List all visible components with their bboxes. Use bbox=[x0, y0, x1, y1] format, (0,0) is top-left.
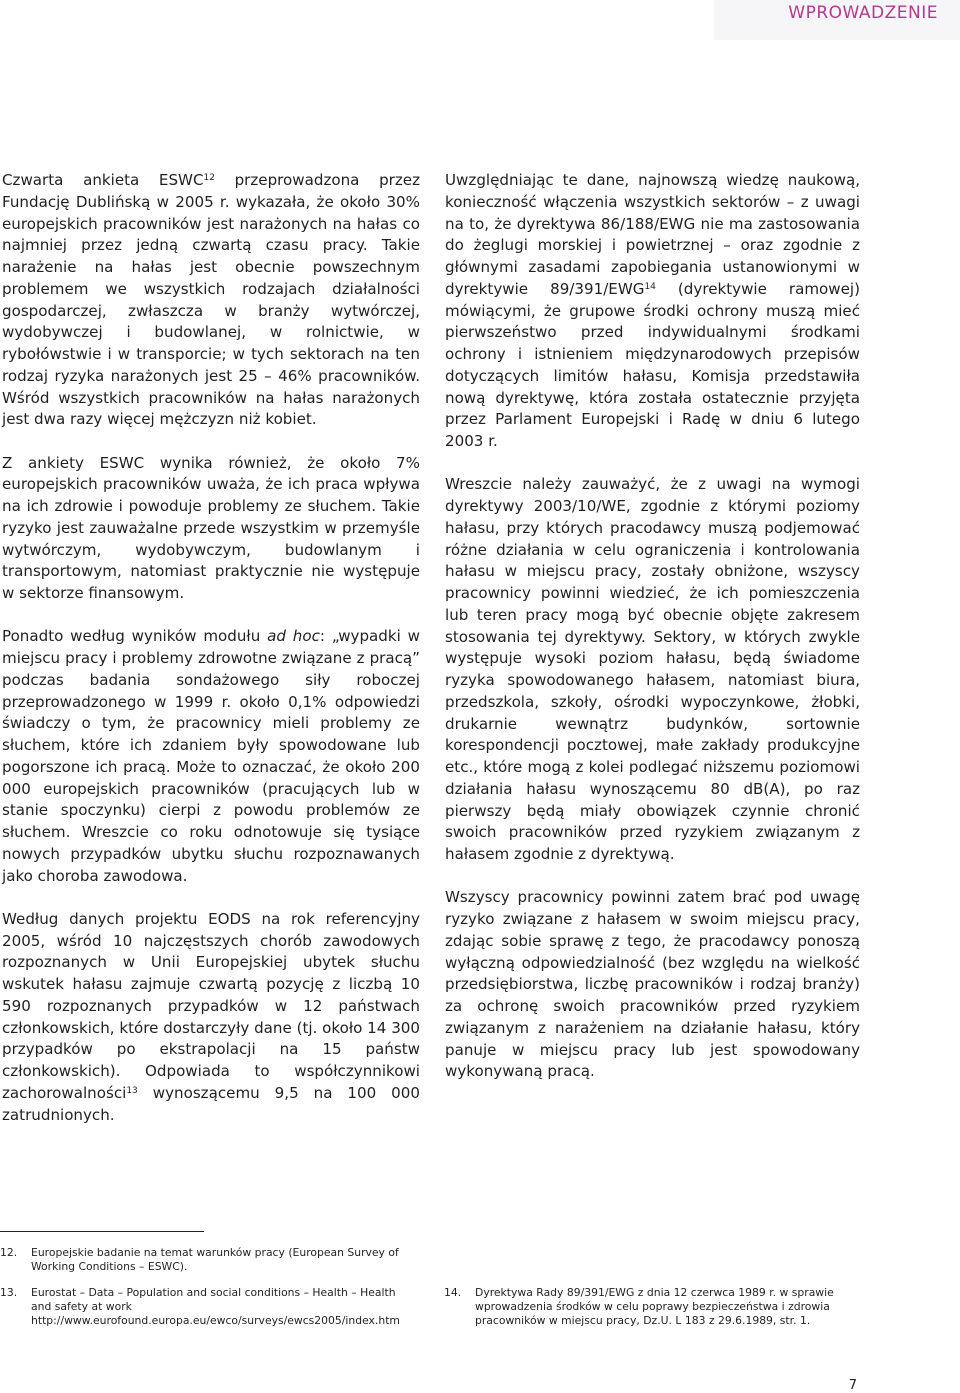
footnote-text: Europejskie badanie na temat warunków pracy (European Survey of Working Conditions – ESWC). bbox=[31, 1246, 399, 1273]
footnote-ref: 13 bbox=[126, 1085, 138, 1096]
right-column bbox=[445, 170, 860, 1105]
paragraph-text: : „wypadki w miejscu pracy i problemy zdrowotne związane z pracą” podczas badania sondażowego siły roboczej przeprowadzonego w 1999 r. około 0,1% odpowiedzi świadczy o tym, że pracownicy mieli problemy ze słuchem, które ich zdaniem były spowodowane lub pogorszone ich pracą. Może to oznaczać, że około 200 000 europejskich pracowników (pracujących lub w stanie spoczynku) cierpi z powodu problemów ze słuchem. Wreszcie co roku odnotowuje się tysiące nowych przypadków ubytku słuchu rozpoznawanych jako choroba zawodowa. bbox=[2, 627, 420, 885]
emphasis-text: ad hoc bbox=[267, 627, 320, 646]
footnote-text: Dyrektywa Rady 89/391/EWG z dnia 12 czerwca 1989 r. w sprawie wprowadzenia środków w celu poprawy bezpieczeństwa i zdrowia pracowników w miejscu pracy, Dz.U. L 183 z 29.6.1989, str. 1. bbox=[475, 1286, 834, 1327]
footnote-link[interactable]: http://www.eurofound.europa.eu/ewco/surveys/ewcs2005/index.htm bbox=[31, 1314, 400, 1327]
paragraph: Z ankiety ESWC wynika również, że około 7% europejskich pracowników uważa, że ich praca wpływa na ich zdrowie i powoduje problemy ze słuchem. Takie ryzyko jest zauważalne przede wszystkim w przemyśle wytwórczym, wydobywczym, budowlanym i transportowym, natomiast praktycznie nie występuje w sektorze finansowym. bbox=[2, 453, 420, 602]
paragraph-text: (dyrektywie ramowej) mówiącymi, że grupowe środki ochrony muszą mieć pierwszeństwo przed indywidualnymi środkami ochrony i istnieniem międzynarodowych przepisów dotyczących limitów hałasu, Komisja przedstawiła nową dyrektywę, która została ostatecznie przyjęta przez Parlament Europejski i Radę w dniu 6 lutego 2003 r. bbox=[445, 279, 861, 450]
paragraph-text: wynoszącemu 9,5 na 100 000 zatrudnionych. bbox=[2, 1083, 420, 1124]
paragraph-text: przeprowadzona przez Fundację Dublińską w 2005 r. wykazała, że około 30% europejskich pracowników jest narażonych na hałas co najmniej przez jedną czwartą czasu pracy. Takie narażenie na hałas jest obecnie powszechnym problemem we wszystkich rodzajach działalności gospodarczej, zwłaszcza w branży wytwórczej, wydobywczej i budowlanej, w rolnictwie, w rybołówstwie i w transporcie; w tych sektorach na ten rodzaj ryzyka narażonych jest 25 – 46% pracowników. Wśród wszystkich pracowników na hałas narażonych jest dwa razy więcej mężczyzn niż kobiet. bbox=[2, 171, 420, 429]
left-column bbox=[2, 170, 420, 1148]
footnote-number: 14. bbox=[444, 1286, 462, 1299]
footnote-ref: 14 bbox=[644, 281, 656, 292]
footnote bbox=[444, 1286, 864, 1328]
paragraph bbox=[2, 170, 420, 431]
paragraph-text: Według danych projektu EODS na rok referencyjny 2005, wśród 10 najczęstszych chorób zawodowych rozpoznanych w Unii Europejskiej ubytek słuchu wskutek hałasu zajmuje czwartą pozycję z liczbą 10 590 rozpoznanych przypadków w 12 państwach członkowskich, które dostarczyły dane (tj. około 14 300 przypadków po ekstrapolacji na 15 państw członkowskich). Odpowiada to współczynnikowi zachorowalności bbox=[2, 909, 420, 1102]
section-title: WPROWADZENIE bbox=[788, 3, 938, 23]
paragraph: Wreszcie należy zauważyć, że z uwagi na wymogi dyrektywy 2003/10/WE, zgodnie z którymi poziomy hałasu, przy których pracodawcy muszą podjemować różne działania w celu ograniczenia i kontrolowania hałasu w miejscu pracy, zostały obniżone, wszyscy pracownicy powinni wiedzieć, że ich pomieszczenia lub teren pracy mogą być obecnie objęte zakresem stosowania tej dyrektywy. Sektory, w których zwykle występuje wysoki poziom hałasu, będą świadome ryzyka spowodowanego hałasem, natomiast biura, przedszkola, szkoły, ośrodki wypoczynkowe, żłobki, drukarnie wewnątrz budynków, sortownie korespondencji pocztowej, małe zakłady produkcyjne etc., które mogą z kolei podlegać niższemu poziomowi działania hałasu wynoszącemu 80 dB(A), po raz pierwszy będą miały obowiązek czynnie chronić swoich pracowników przed ryzykiem związanym z hałasem zgodnie z dyrektywą. bbox=[445, 475, 860, 863]
paragraph bbox=[445, 170, 860, 453]
page-number: 7 bbox=[848, 1378, 857, 1393]
footnote-text: Eurostat – Data – Population and social conditions – Health – Health and safety at work bbox=[31, 1286, 396, 1313]
paragraph bbox=[2, 909, 420, 1127]
footnote-number: 13. bbox=[0, 1286, 18, 1299]
footnote bbox=[0, 1286, 410, 1328]
paragraph-text: Uwzględniając te dane, najnowszą wiedzę naukową, konieczność włączenia wszystkich sektorów – z uwagi na to, że dyrektywa 86/188/EWG nie ma zastosowania do żeglugi morskiej i powietrznej – oraz zgodnie z głównymi zasadami zapobiegania ustanowionymi w dyrektywie 89/391/EWG bbox=[445, 171, 860, 298]
paragraph-text: Czwarta ankieta ESWC bbox=[2, 171, 204, 189]
paragraph bbox=[2, 626, 420, 887]
footnote bbox=[0, 1246, 400, 1274]
footnote-number: 12. bbox=[0, 1246, 18, 1259]
paragraph: Wszyscy pracownicy powinni zatem brać pod uwagę ryzyko związane z hałasem w swoim miejscu pracy, zdając sobie sprawę z tego, że pracodawcy ponoszą wyłączną odpowiedzialność (bez względu na wielkość przedsiębiorstwa, liczbę pracowników i rodzaj branży) za ochronę swoich pracowników przed ryzykiem związanym z narażeniem na działanie hałasu, który panuje w miejscu pracy lub jest spowodowany wykonywaną pracą. bbox=[445, 888, 860, 1081]
footnote-ref: 12 bbox=[203, 173, 215, 183]
footnote-divider bbox=[0, 1231, 204, 1232]
paragraph-text: Ponadto według wyników modułu bbox=[2, 627, 268, 646]
